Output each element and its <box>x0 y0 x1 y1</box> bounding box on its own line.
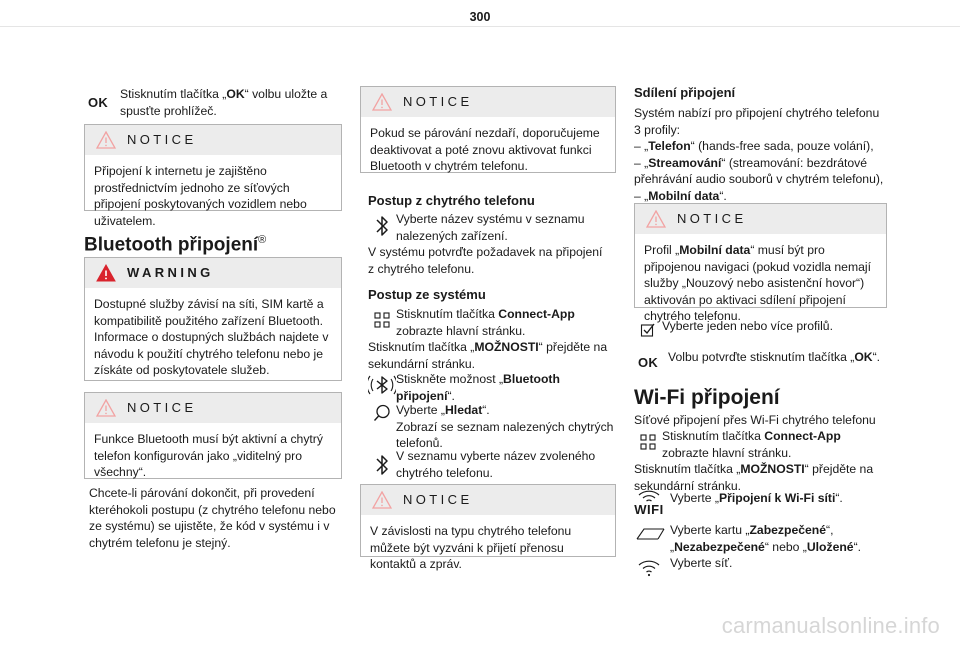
wifi-step-3-text: Vyberte „Připojení k Wi-Fi síti“. <box>670 491 843 505</box>
ok-step <box>84 86 344 119</box>
system-step-3-text: Stiskněte možnost „Bluetooth připojení“. <box>396 372 560 403</box>
tab-icon <box>634 527 668 541</box>
warning-triangle-icon <box>96 264 116 282</box>
phone-step <box>368 211 608 244</box>
notice-body: Profil „Mobilní data“ musí být pro připojenou navigaci (pokud vozidla nemají služby „Nouzový nebo asistenční hovor“) aktivován po aktivaci sdílení připojení chytrého telefonu. <box>644 243 871 324</box>
notice-header <box>85 125 341 155</box>
notice-triangle-icon <box>96 131 116 149</box>
phone-procedure-heading: Postup z chytrého telefonu <box>368 193 535 208</box>
notice-header <box>635 204 886 234</box>
notice-header <box>361 87 615 117</box>
system-step-5 <box>368 448 608 481</box>
wifi-step-2-text: Stisknutím tlačítka „MOŽNOSTI“ přejděte na sekundární stránku. <box>634 462 874 493</box>
ok-icon: OK <box>637 355 659 370</box>
notice-triangle-icon <box>96 399 116 417</box>
confirm-step <box>634 349 889 372</box>
system-step-2-text: Stisknutím tlačítka „MOŽNOSTI“ přejděte na sekundární stránku. <box>368 340 608 371</box>
wifi-step-5-text: Vyberte síť. <box>670 556 733 570</box>
confirm-text: Volbu potvrďte stisknutím tlačítka „OK“. <box>668 350 881 364</box>
system-step-3 <box>368 371 618 404</box>
wifi-step-1-text: Stisknutím tlačítka Connect-App zobrazte hlavní stránku. <box>662 429 841 460</box>
warning-title: WARNING <box>127 264 214 280</box>
wifi-step-3 <box>634 490 889 517</box>
system-step-4 <box>368 402 618 452</box>
ok-icon: OK <box>87 95 109 110</box>
notice-body: V závislosti na typu chytrého telefonu můžete být vyzváni k přijetí přenosu kontaktů a zpráv. <box>370 524 572 572</box>
profile-streaming: – „Streamování“ (streamování: bezdrátové přehrávání audio souborů v chytrém telefonu), <box>634 155 884 187</box>
wifi-settings-icon <box>634 490 664 517</box>
page-number: 300 <box>469 10 491 24</box>
select-profiles-step <box>634 318 884 338</box>
system-step-1 <box>368 306 608 339</box>
notice-body: Pokud se párování nezdaří, doporučujeme deaktivovat a poté znovu aktivovat funkci Bluetooth v chytrém telefonu. <box>370 126 600 174</box>
notice-title: NOTICE <box>403 93 473 109</box>
connect-app-grid-icon <box>634 434 662 450</box>
ok-step-text: Stisknutím tlačítka „OK“ volbu uložte a spusťte prohlížeč. <box>120 87 328 118</box>
bluetooth-connection-icon <box>368 371 396 399</box>
phone-confirm-text: V systému potvrďte požadavek na připojení z chytrého telefonu. <box>368 245 603 276</box>
connect-app-grid-icon <box>368 312 396 328</box>
warning-box <box>84 257 342 381</box>
wifi-intro: Síťové připojení přes Wi-Fi chytrého telefonu <box>634 413 876 427</box>
wifi-step-1 <box>634 428 884 461</box>
notice-title: NOTICE <box>677 210 747 226</box>
bluetooth-icon <box>368 213 396 239</box>
system-step-5-text: V seznamu vyberte název zvoleného chytrého telefonu. <box>396 449 596 480</box>
wifi-heading: Wi-Fi připojení <box>634 386 780 409</box>
wifi-step-4-text: Vyberte kartu „Zabezpečené“, „Nezabezpečené“ nebo „Uložené“. <box>670 523 862 554</box>
notice-title: NOTICE <box>127 131 197 147</box>
profile-mobile-data: – „Mobilní data“. <box>634 188 727 203</box>
pairing-text: Chcete-li párování dokončit, při provedení kteréhokoli postupu (z chytrého telefonu nebo ze systému) se ujistěte, že kód v systému i v chytrém telefonu je stejný. <box>89 486 336 550</box>
wifi-step-5 <box>634 555 884 577</box>
notice-header <box>85 393 341 423</box>
sharing-heading: Sdílení připojení <box>634 85 736 100</box>
notice-box-mobile-data <box>634 203 887 324</box>
notice-title: NOTICE <box>127 399 197 415</box>
header-divider <box>0 26 960 27</box>
notice-body: Připojení k internetu je zajištěno prostřednictvím jednoho ze síťových připojení poskytovaných vozidlem nebo uživatelem. <box>94 164 307 228</box>
profile-telefon: – „Telefon“ (hands-free sada, pouze volání), <box>634 139 874 154</box>
wifi-icon-label: WIFI <box>634 502 664 517</box>
sharing-intro: Systém nabízí pro připojení chytrého telefonu 3 profily: <box>634 106 880 137</box>
watermark: carmanualsonline.info <box>721 613 940 638</box>
sharing-description <box>634 105 884 205</box>
notice-triangle-icon <box>372 491 392 509</box>
bluetooth-icon <box>368 452 396 478</box>
system-procedure-heading: Postup ze systému <box>368 287 486 302</box>
notice-box-pairing-failed <box>360 86 616 173</box>
bluetooth-heading: Bluetooth připojení® <box>84 234 267 256</box>
system-step-1-text: Stisknutím tlačítka Connect-App zobrazte hlavní stránku. <box>396 307 575 338</box>
checkbox-icon <box>634 322 662 338</box>
notice-box-contacts <box>360 484 616 572</box>
notice-title: NOTICE <box>403 491 473 507</box>
system-step-4-text: Vyberte „Hledat“. Zobrazí se seznam nalezených chytrých telefonů. <box>396 403 614 451</box>
wifi-network-icon <box>634 559 664 577</box>
notice-box-internet <box>84 124 342 228</box>
notice-triangle-icon <box>646 210 666 228</box>
search-icon <box>368 404 396 422</box>
warning-body: Dostupné služby závisí na síti, SIM kartě a kompatibilitě použitého zařízení Bluetooth. Informace o dostupných službách najdete v návodu k použití chytrého telefonu nebo je získáte od poskytovatele služeb. <box>94 297 329 378</box>
wifi-step-4 <box>634 522 889 555</box>
notice-triangle-icon <box>372 93 392 111</box>
warning-header <box>85 258 341 288</box>
notice-header <box>361 485 615 515</box>
notice-body: Funkce Bluetooth musí být aktivní a chytrý telefon konfigurován jako „viditelný pro všechny“. <box>94 432 323 480</box>
notice-box-visibility <box>84 392 342 479</box>
select-profiles-text: Vyberte jeden nebo více profilů. <box>662 319 833 333</box>
phone-step-text: Vyberte název systému v seznamu nalezených zařízení. <box>396 212 585 243</box>
